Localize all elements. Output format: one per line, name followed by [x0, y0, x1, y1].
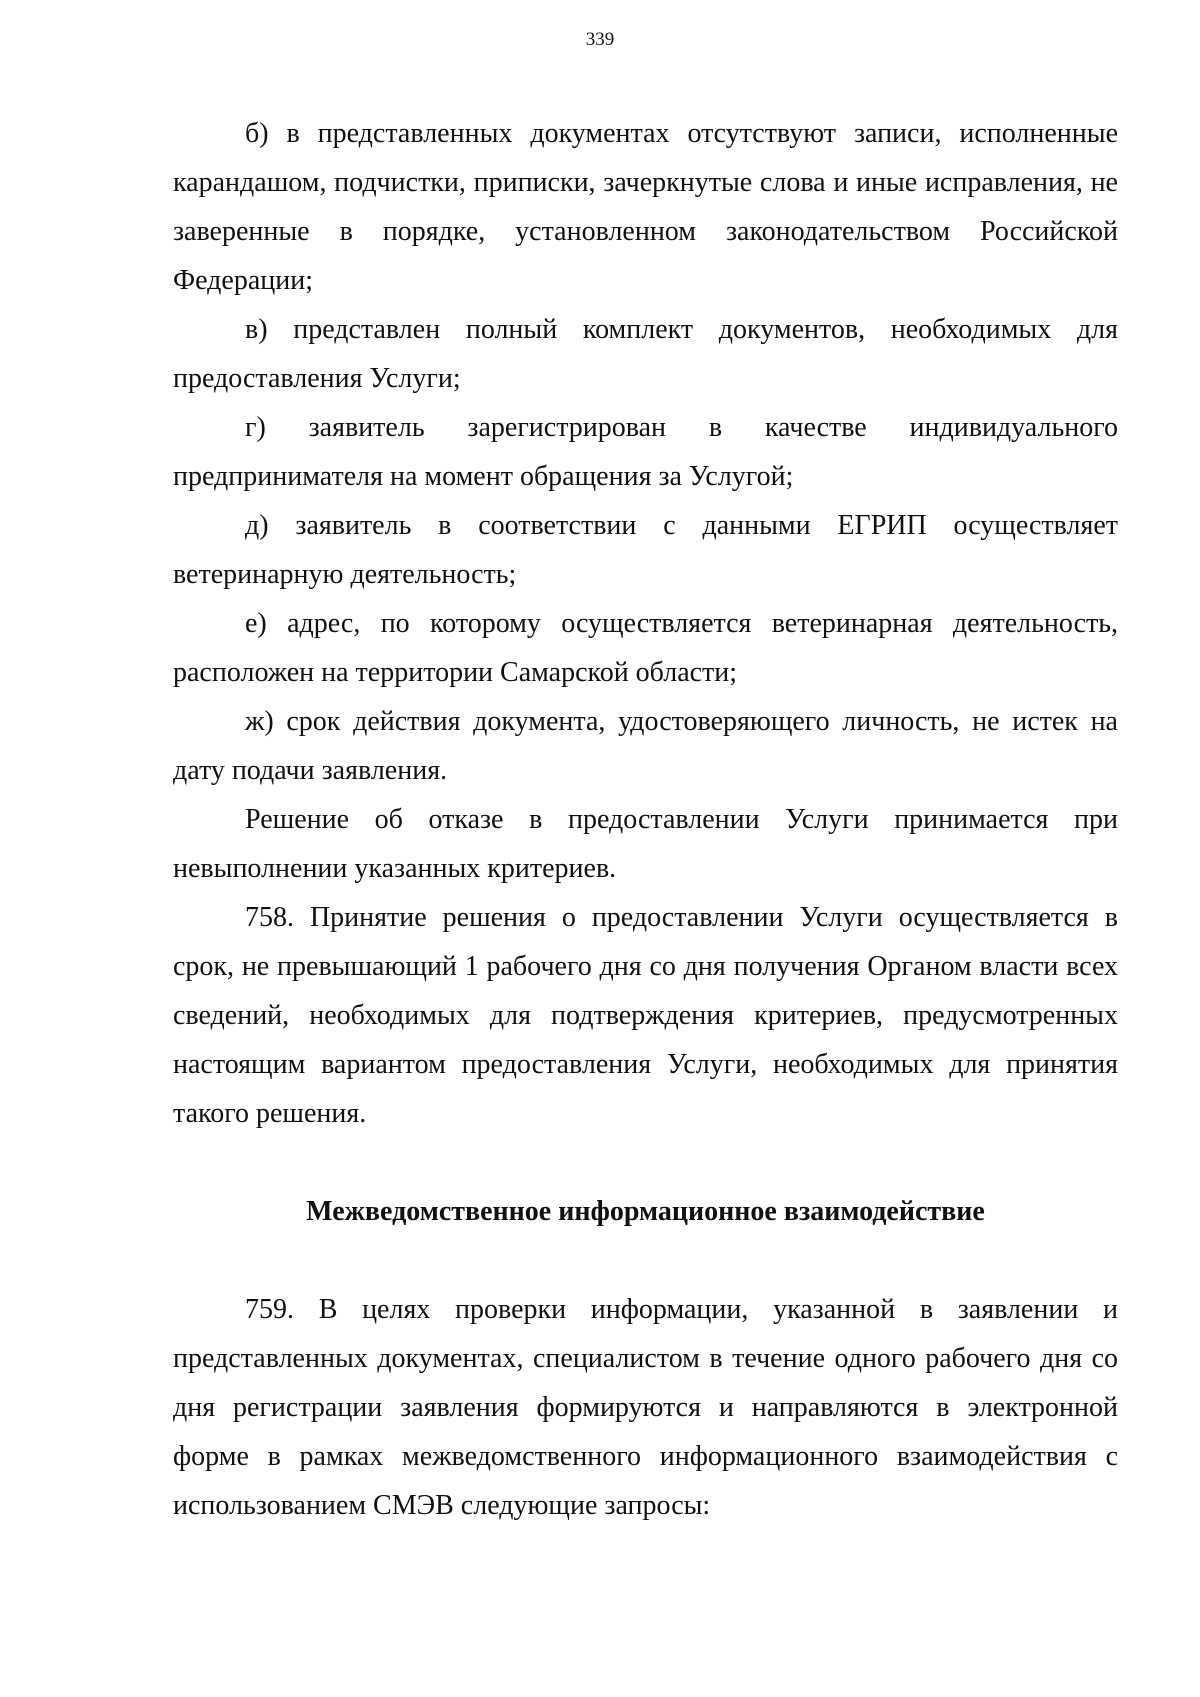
paragraph-refusal-decision: Решение об отказе в предоставлении Услуги принимается при невыполнении указанных критериев.	[173, 804, 1118, 884]
spacer	[173, 1138, 1118, 1187]
document-body	[173, 109, 1118, 1530]
paragraph-criterion-e: е) адрес, по которому осуществляется ветеринарная деятельность, расположен на территории Самарской области;	[173, 608, 1118, 688]
paragraph-criterion-v: в) представлен полный комплект документов, необходимых для предоставления Услуги;	[173, 314, 1118, 394]
spacer	[173, 1236, 1118, 1285]
paragraph-759: 759. В целях проверки информации, указанной в заявлении и представленных документах, специалистом в течение одного рабочего дня со дня регистрации заявления формируются и направляются в электронной форме в рамках межведомственного информационного взаимодействия с использованием СМЭВ следующие запросы:	[173, 1294, 1118, 1521]
paragraph-criterion-d: д) заявитель в соответствии с данными ЕГРИП осуществляет ветеринарную деятельность;	[173, 510, 1118, 590]
paragraph-criterion-g: г) заявитель зарегистрирован в качестве индивидуального предпринимателя на момент обращения за Услугой;	[173, 412, 1118, 492]
paragraph-758: 758. Принятие решения о предоставлении Услуги осуществляется в срок, не превышающий 1 рабочего дня со дня получения Органом власти всех сведений, необходимых для подтверждения критериев, предусмотренных настоящим вариантом предоставления Услуги, необходимых для принятия такого решения.	[173, 902, 1118, 1129]
paragraph-criterion-zh: ж) срок действия документа, удостоверяющего личность, не истек на дату подачи заявления.	[173, 706, 1118, 786]
page-number: 339	[585, 29, 615, 50]
paragraph-criterion-b: б) в представленных документах отсутствуют записи, исполненные карандашом, подчистки, приписки, зачеркнутые слова и иные исправления, не заверенные в порядке, установленном законодательством Российской Федерации;	[173, 118, 1118, 296]
section-heading: Межведомственное информационное взаимодействие	[306, 1196, 985, 1227]
